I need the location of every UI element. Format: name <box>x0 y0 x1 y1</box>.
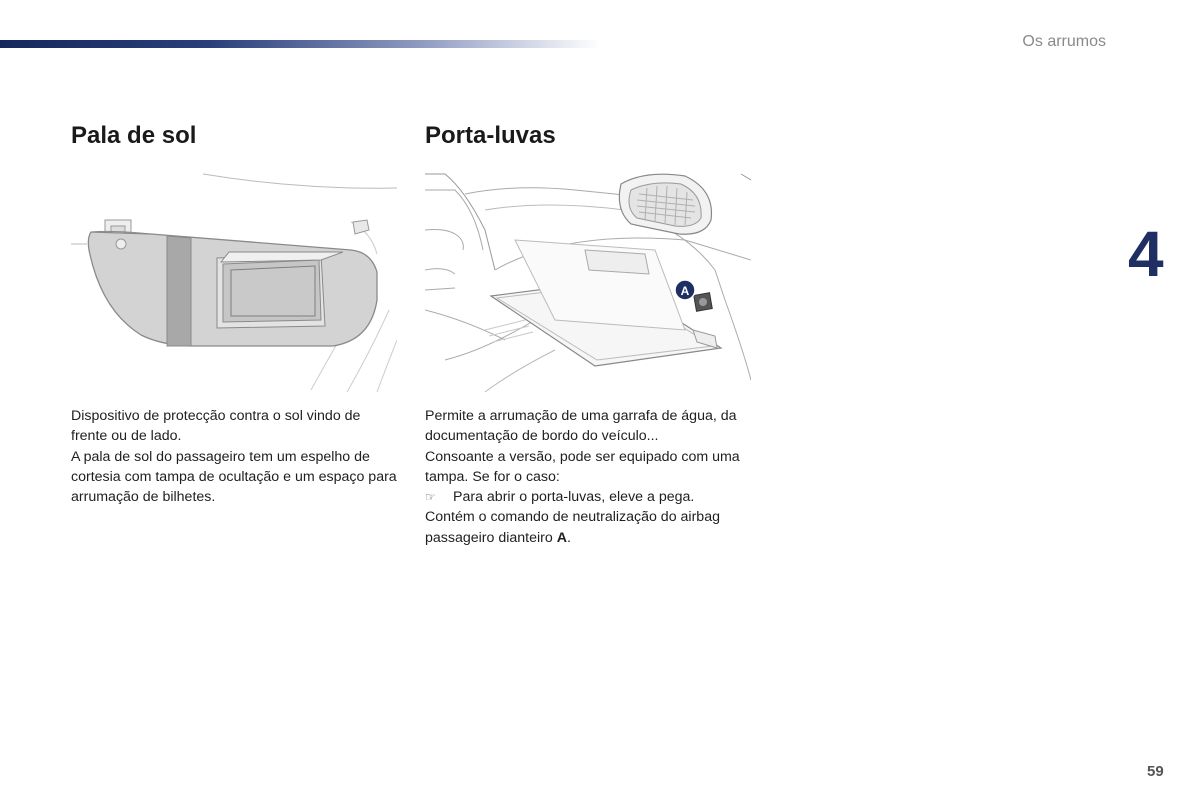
sun-visor-paragraph-1: Dispositivo de protecção contra o sol vindo de frente ou de lado. <box>71 408 361 445</box>
glove-box-instruction <box>425 487 753 507</box>
glove-box-description <box>425 406 753 548</box>
sun-visor-section <box>71 120 399 507</box>
glove-box-drawing <box>425 170 751 392</box>
sun-visor-description <box>71 406 399 507</box>
sun-visor-heading: Pala de sol <box>71 122 197 149</box>
sun-visor-drawing <box>71 170 397 392</box>
glove-box-section <box>425 120 753 548</box>
pointing-hand-icon: ☞ <box>425 490 436 505</box>
glove-box-illustration <box>425 170 751 392</box>
chapter-number: 4 <box>1128 218 1164 290</box>
glove-box-heading: Porta-luvas <box>425 122 556 149</box>
glove-box-airbag-paragraph <box>425 507 753 548</box>
airbag-reference-label: A <box>556 529 567 546</box>
glove-box-paragraph-2: Consoante a versão, pode ser equipado com uma tampa. Se for o caso: <box>425 448 740 485</box>
section-title: Os arrumos <box>1022 33 1106 50</box>
airbag-text-end: . <box>566 529 571 546</box>
airbag-text: Contém o comando de neutralização do airbag passageiro dianteiro <box>425 509 720 546</box>
sun-visor-paragraph-2: A pala de sol do passageiro tem um espelho de cortesia com tampa de ocultação e um espaço para arrumação de bilhetes. <box>71 448 397 506</box>
glove-box-instruction-text: Para abrir o porta-luvas, eleve a pega. <box>453 489 695 506</box>
sun-visor-illustration <box>71 170 397 392</box>
page-number: 59 <box>1147 763 1164 780</box>
glove-box-paragraph-1: Permite a arrumação de uma garrafa de água, da documentação de bordo do veículo... <box>425 408 737 445</box>
header-accent-bar <box>0 40 600 48</box>
airbag-callout-label: A <box>680 284 690 298</box>
